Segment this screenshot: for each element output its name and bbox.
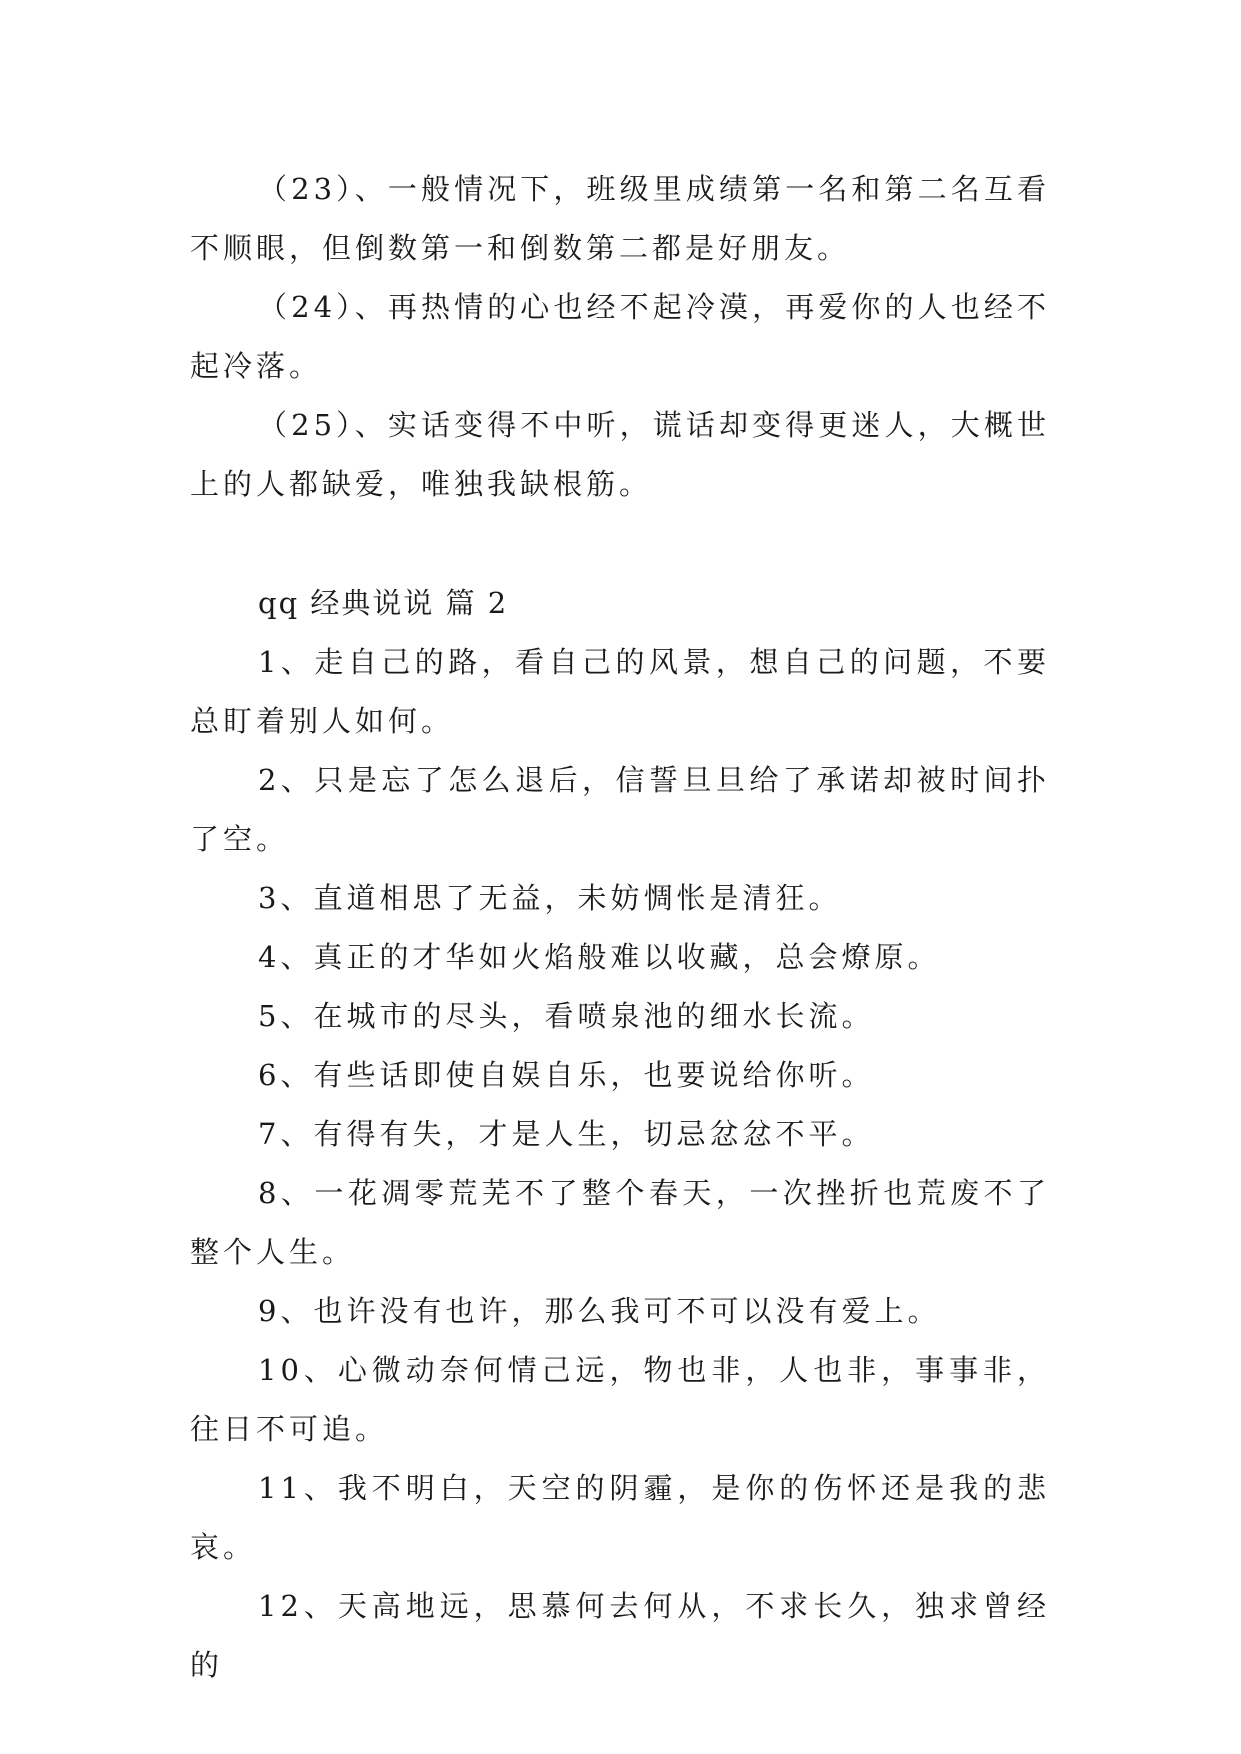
paragraph-24: （24）、再热情的心也经不起冷漠，再爱你的人也经不起冷落。 bbox=[190, 290, 1050, 383]
list-item: 12、天高地远，思慕何去何从，不求长久，独求曾经的 bbox=[190, 1589, 1050, 1682]
list-item: 10、心微动奈何情己远，物也非，人也非，事事非，往日不可追。 bbox=[190, 1353, 1050, 1446]
list-item: 2、只是忘了怎么退后，信誓旦旦给了承诺却被时间扑了空。 bbox=[190, 763, 1050, 856]
list-item: 7、有得有失，才是人生，切忌忿忿不平。 bbox=[258, 1117, 875, 1151]
paragraph-25: （25）、实话变得不中听，谎话却变得更迷人，大概世上的人都缺爱，唯独我缺根筋。 bbox=[190, 408, 1050, 501]
list-item: 6、有些话即使自娱自乐，也要说给你听。 bbox=[258, 1058, 875, 1092]
list-item: 11、我不明白，天空的阴霾，是你的伤怀还是我的悲哀。 bbox=[190, 1471, 1050, 1564]
document-body bbox=[190, 160, 1050, 1695]
list-item: 9、也许没有也许，那么我可不可以没有爱上。 bbox=[258, 1294, 941, 1328]
paragraph-23: （23）、一般情况下，班级里成绩第一名和第二名互看不顺眼，但倒数第一和倒数第二都是好朋友。 bbox=[190, 172, 1050, 265]
list-item: 3、直道相思了无益，未妨惆怅是清狂。 bbox=[258, 881, 842, 915]
list-item: 8、一花凋零荒芜不了整个春天，一次挫折也荒废不了整个人生。 bbox=[190, 1176, 1050, 1269]
list-item: 1、走自己的路，看自己的风景，想自己的问题，不要总盯着别人如何。 bbox=[190, 645, 1050, 738]
section-gap bbox=[190, 514, 1050, 574]
section-heading: qq 经典说说 篇 2 bbox=[258, 586, 509, 620]
list-item: 4、真正的才华如火焰般难以收藏，总会燎原。 bbox=[258, 940, 941, 974]
list-item: 5、在城市的尽头，看喷泉池的细水长流。 bbox=[258, 999, 875, 1033]
